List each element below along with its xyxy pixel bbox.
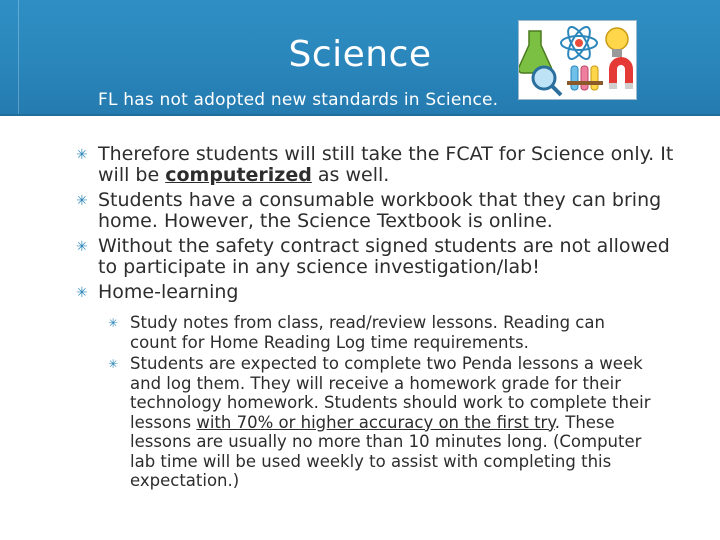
bullet-item [78,282,678,491]
bullet-text: Without the safety contract signed students are not allowed to participate in any science investigation/lab! [98,235,670,278]
sub-bullet-item [108,354,653,491]
bullet-text: Students have a consumable workbook that they can bring home. However, the Science Textbook is online. [98,189,662,232]
bullet-item [78,190,678,232]
sub-bullet-text: Study notes from class, read/review lessons. Reading can count for Home Reading Log time requirements. [130,313,605,352]
bullet-item [78,236,678,278]
bullet-star-icon: ✳ [76,239,88,255]
bullet-star-icon: ✳ [108,316,119,330]
bullet-text: Home-learning [98,281,239,303]
bullet-text: Therefore students will still take the FCAT for Science only. It will be [98,143,674,186]
slide-subtitle: FL has not adopted new standards in Science. [98,90,499,110]
sub-bullet-emphasis: with 70% or higher accuracy on the first try [196,412,555,432]
science-clipart-icon [518,20,637,100]
bullet-list [78,144,678,495]
sub-bullet-list [108,313,653,491]
bullet-star-icon: ✳ [108,357,119,371]
sub-bullet-text: . These lessons are usually no more than 10 minutes long. (Computer lab time will be used weekly to assist with completing this expectation.) [130,412,642,490]
bullet-star-icon: ✳ [76,285,88,301]
bullet-star-icon: ✳ [76,193,88,209]
sub-bullet-text: Students are expected to complete two Penda lessons a week and log them. They will receive a homework grade for their technology homework. Students should work to complete their lessons [130,354,651,432]
bullet-item [78,144,678,186]
bullet-star-icon: ✳ [76,147,88,163]
sub-bullet-item [108,313,653,352]
bullet-text: as well. [311,164,390,186]
slide-title: Science [288,34,432,75]
bullet-emphasis: computerized [165,164,312,186]
